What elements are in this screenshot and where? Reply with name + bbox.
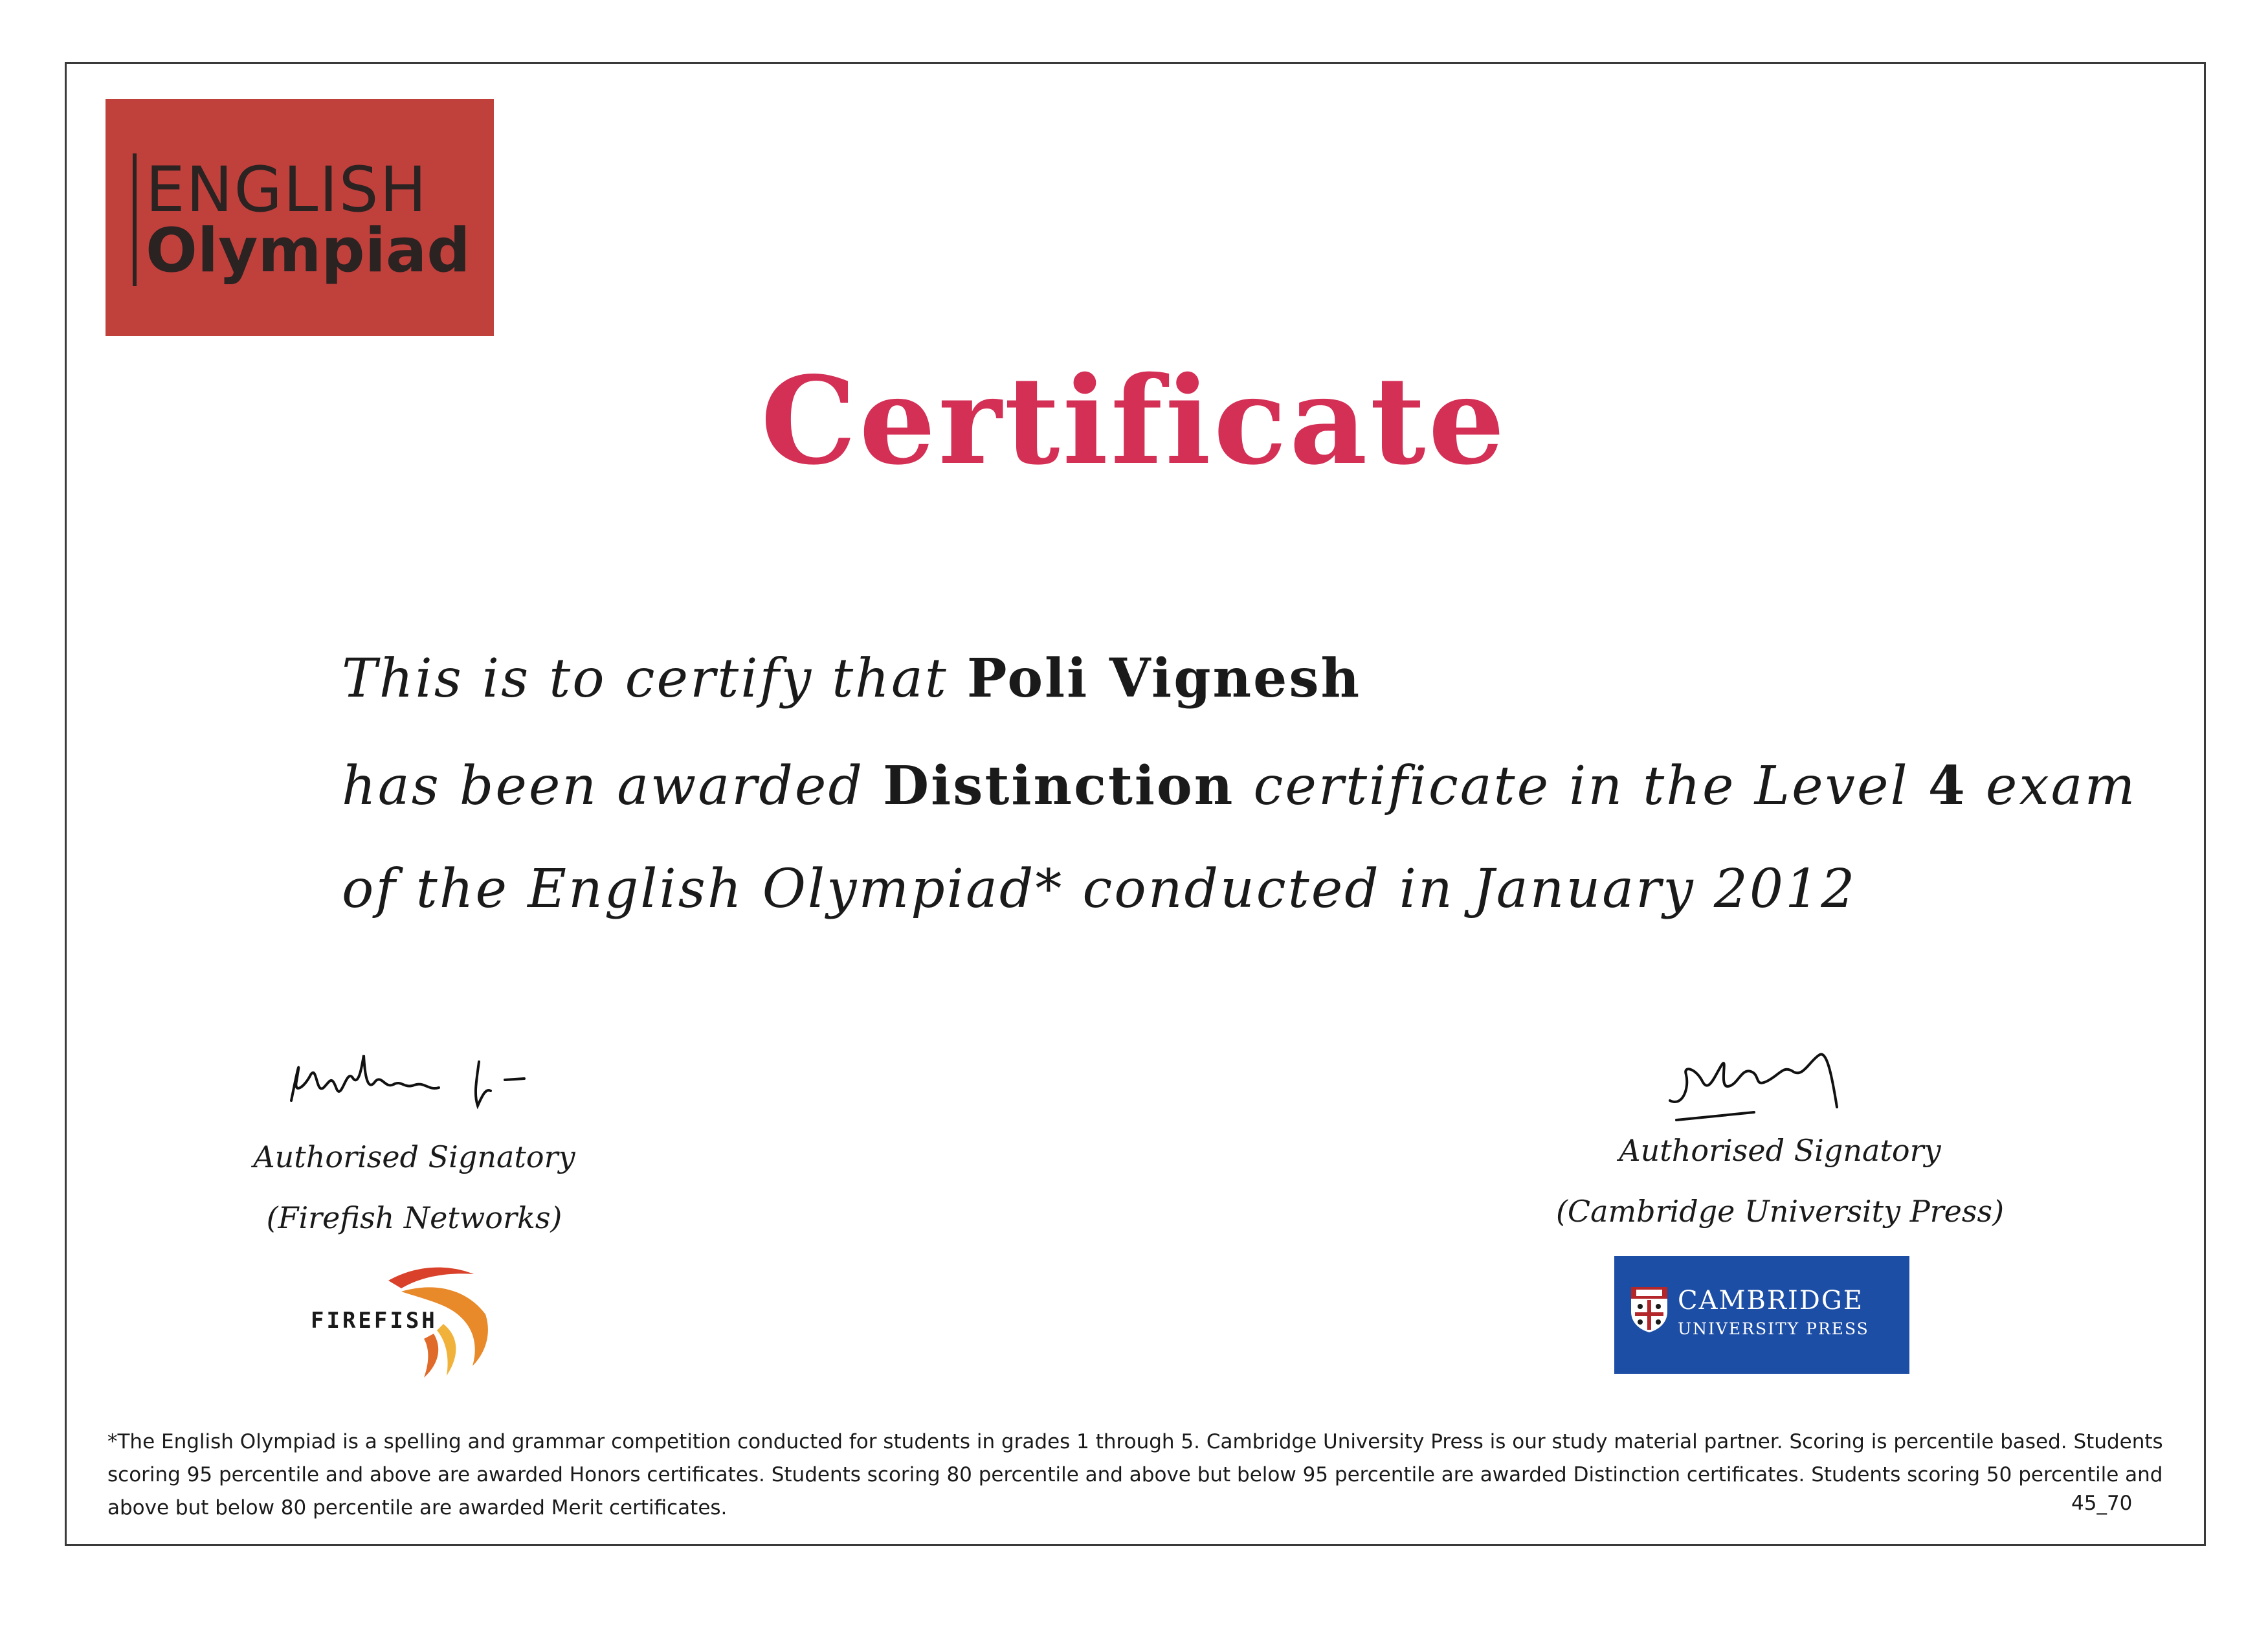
right-signature-icon xyxy=(1657,1036,1871,1126)
right-signatory-role: Authorised Signatory xyxy=(1619,1133,1941,1168)
footnote: *The English Olympiad is a spelling and grammar competition conducted for students in grades 1 through 5. Cambridge University Press is our study material partner. Scoring is percentile based. Students scoring 95 percentile and above are awarded Honors certificates. Students scoring 80 percentile and above but below 95 percentile are awarded Distinction certificates. Students scoring 50 percentile and above but below 80 percentile are awarded Merit certificates. xyxy=(107,1430,2163,1519)
cup-name-line1: CAMBRIDGE xyxy=(1678,1286,1863,1316)
firefish-wordmark: FIREFISH xyxy=(311,1308,438,1334)
exam-level: 4 xyxy=(1928,755,1967,817)
logo-line1: ENGLISH xyxy=(146,153,428,226)
left-signatory-role: Authorised Signatory xyxy=(253,1139,575,1174)
cup-name-line2: UNIVERSITY PRESS xyxy=(1678,1319,1869,1338)
certificate-code: 45_70 xyxy=(2071,1492,2133,1515)
cambridge-shield-icon xyxy=(1630,1286,1669,1334)
right-signatory-block xyxy=(1540,1133,2019,1229)
english-olympiad-logo xyxy=(106,99,494,336)
left-signatory-block xyxy=(220,1139,608,1235)
award-middle: certificate in the Level xyxy=(1234,756,1928,817)
award-level: Distinction xyxy=(883,755,1235,817)
left-signature-icon xyxy=(285,1042,595,1120)
logo-bar xyxy=(133,153,137,286)
award-prefix: has been awarded xyxy=(342,756,884,817)
olympiad-line: of the English Olympiad* conducted in January 2012 xyxy=(342,858,1857,920)
certificate-title: Certificate xyxy=(761,350,1507,491)
certify-prefix: This is to certify that xyxy=(342,648,967,710)
firefish-logo xyxy=(304,1262,511,1379)
left-signatory-org: (Firefish Networks) xyxy=(266,1200,562,1235)
certify-line xyxy=(342,647,1361,710)
right-signatory-org: (Cambridge University Press) xyxy=(1555,1194,2005,1229)
award-line xyxy=(342,755,2137,817)
cambridge-university-press-logo xyxy=(1614,1256,1909,1374)
recipient-name: Poli Vignesh xyxy=(966,647,1362,710)
logo-line2: Olympiad xyxy=(146,216,471,286)
award-suffix: exam xyxy=(1966,756,2137,817)
